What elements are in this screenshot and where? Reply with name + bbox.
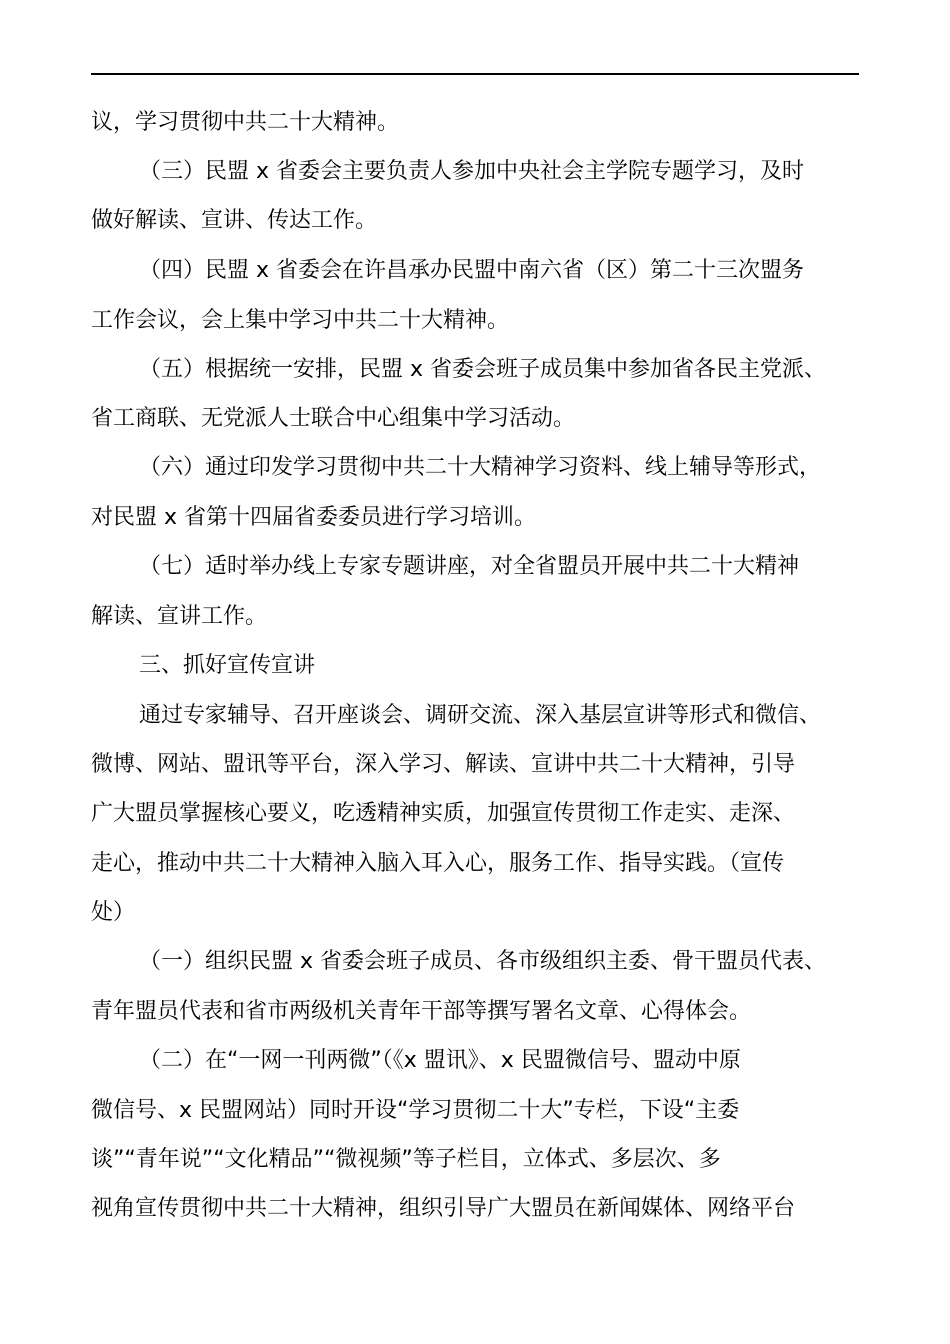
text-line: 青年盟员代表和省市两级机关青年干部等撰写署名文章、心得体会。 (91, 999, 752, 1024)
text-line: （六）通过印发学习贯彻中共二十大精神学习资料、线上辅导等形式， (139, 455, 822, 480)
text-line: 走心，推动中共二十大精神入脑入耳入心，服务工作、指导实践。（宣传 (91, 851, 785, 876)
header-rule (91, 73, 859, 75)
section-heading: 三、抓好宣传宣讲 (139, 653, 316, 678)
text-line: 微博、网站、盟讯等平台，深入学习、解读、宣讲中共二十大精神，引导 (91, 752, 796, 777)
text-line: 视角宣传贯彻中共二十大精神，组织引导广大盟员在新闻媒体、网络平台 (91, 1196, 796, 1221)
text-line: 解读、宣讲工作。 (91, 604, 268, 629)
text-line: 通过专家辅导、召开座谈会、调研交流、深入基层宣讲等形式和微信、 (139, 703, 822, 728)
text-line: （四）民盟 x 省委会在许昌承办民盟中南六省（区）第二十三次盟务 (139, 258, 805, 283)
text-line: 微信号、x 民盟网站）同时开设“学习贯彻二十大”专栏，下设“主委 (91, 1098, 740, 1123)
text-line: 对民盟 x 省第十四届省委委员进行学习培训。 (91, 505, 537, 530)
text-line: 议，学习贯彻中共二十大精神。 (91, 110, 400, 135)
text-line: 广大盟员掌握核心要义，吃透精神实质，加强宣传贯彻工作走实、走深、 (91, 801, 796, 826)
text-line: （五）根据统一安排，民盟 x 省委会班子成员集中参加省各民主党派、 (139, 357, 827, 382)
text-line: （一）组织民盟 x 省委会班子成员、各市级组织主委、骨干盟员代表、 (139, 949, 827, 974)
text-line: 谈”“青年说”“文化精品”“微视频”等子栏目，立体式、多层次、多 (91, 1147, 721, 1172)
text-line: 处） (91, 900, 136, 925)
text-line: 做好解读、宣讲、传达工作。 (91, 208, 378, 233)
text-line: （七）适时举办线上专家专题讲座，对全省盟员开展中共二十大精神 (139, 554, 800, 579)
text-line: 工作会议，会上集中学习中共二十大精神。 (91, 308, 510, 333)
text-line: （三）民盟 x 省委会主要负责人参加中央社会主学院专题学习，及时 (139, 159, 805, 184)
text-line: 省工商联、无党派人士联合中心组集中学习活动。 (91, 406, 576, 431)
text-line: （二）在“一网一刊两微”（《x 盟讯》、x 民盟微信号、盟动中原 (139, 1048, 741, 1073)
